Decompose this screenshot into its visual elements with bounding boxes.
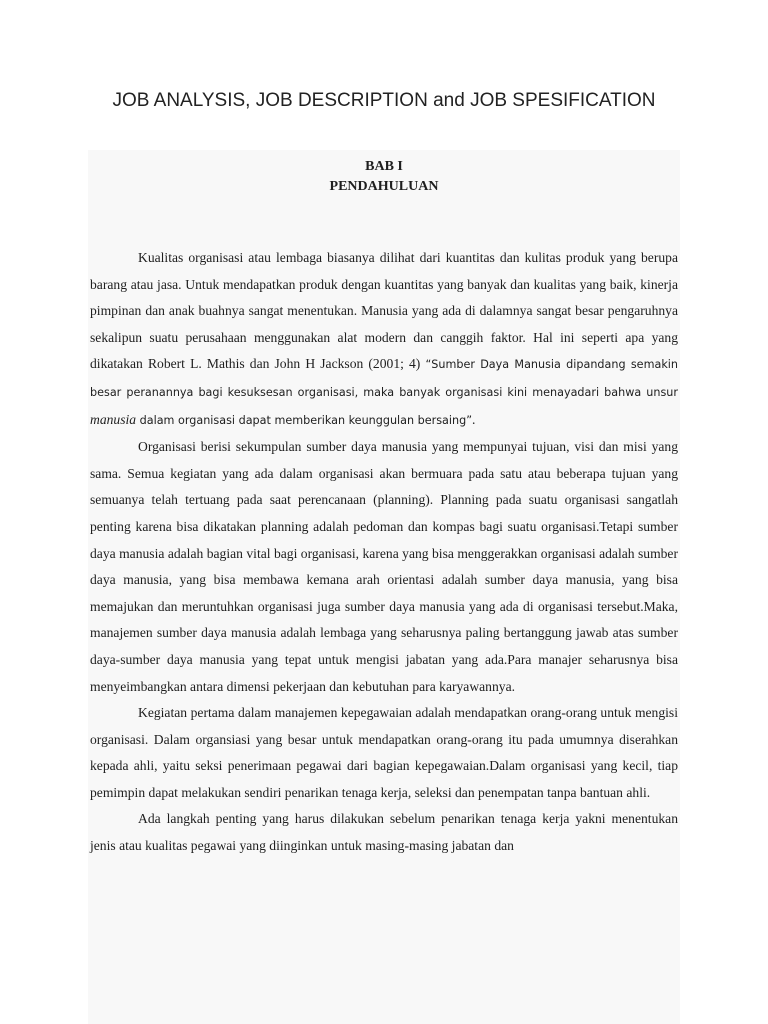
quote-text: “Sumber Daya Manusia dipandang semakin besar peranannya bagi kesuksesan organisasi, maka banyak organisasi kini menayadari bahwa unsur xyxy=(90,358,678,399)
paragraph-1-end: . xyxy=(472,411,476,427)
emphasized-word: manusia xyxy=(90,411,137,427)
document-title: JOB ANALYSIS, JOB DESCRIPTION and JOB SPESIFICATION xyxy=(112,90,656,111)
paragraph-1 xyxy=(90,245,678,434)
chapter-name: PENDAHULUAN xyxy=(329,179,439,194)
quote-text-end: dalam organisasi dapat memberikan keunggulan bersaing” xyxy=(136,413,473,427)
document-page xyxy=(88,150,680,1024)
paragraph-2: Organisasi berisi sekumpulan sumber daya manusia yang mempunyai tujuan, visi dan misi yang sama. Semua kegiatan yang ada dalam organisasi akan bermuara pada satu atau beberapa tujuan yang semuanya telah tertuang pada saat perencanaan (planning). Planning pada suatu organisasi sangatlah penting karena bisa dikatakan planning adalah pedoman dan kompas bagi suatu organisasi.Tetapi sumber daya manusia adalah bagian vital bagi organisasi, karena yang bisa menggerakkan organisasi adalah sumber daya manusia, yang bisa membawa kemana arah orientasi adalah sumber daya manusia, yang bisa memajukan dan meruntuhkan organisasi juga sumber daya manusia yang ada di organisasi tersebut.Maka, manajemen sumber daya manusia adalah lembaga yang seharusnya paling bertanggung jawab atas sumber daya-sumber daya manusia yang tepat untuk mengisi jabatan yang ada.Para manajer seharusnya bisa menyeimbangkan antara dimensi pekerjaan dan kebutuhan para karyawannya. xyxy=(90,439,678,694)
paragraph-1-text: Kualitas organisasi atau lembaga biasanya dilihat dari kuantitas dan kulitas produk yang berupa barang atau jasa. Untuk mendapatkan produk dengan kuantitas yang banyak dan kualitas yang baik, kinerja pimpinan dan anak buahnya sangat menentukan. Manusia yang ada di dalamnya sangat besar pengaruhnya sekalipun suatu perusahaan menggunakan alat modern dan canggih faktor. Hal ini seperti apa yang dikatakan Robert L. Mathis dan John H Jackson (2001; 4) xyxy=(90,250,678,372)
chapter-heading xyxy=(90,157,678,197)
chapter-number: BAB I xyxy=(365,159,403,174)
body-text xyxy=(90,245,678,860)
paragraph-3: Kegiatan pertama dalam manajemen kepegawaian adalah mendapatkan orang-orang untuk mengisi organisasi. Dalam organsiasi yang besar untuk mendapatkan orang-orang itu pada umumnya diserahkan kepada ahli, yaitu seksi penerimaan pegawai dari bagian kepegawaian.Dalam organisasi yang kecil, tiap pemimpin dapat melakukan sendiri penarikan tenaga kerja, seleksi dan penempatan tanpa bantuan ahli. xyxy=(90,705,678,800)
paragraph-4: Ada langkah penting yang harus dilakukan sebelum penarikan tenaga kerja yakni menentukan jenis atau kualitas pegawai yang diinginkan untuk masing-masing jabatan dan xyxy=(90,811,678,854)
